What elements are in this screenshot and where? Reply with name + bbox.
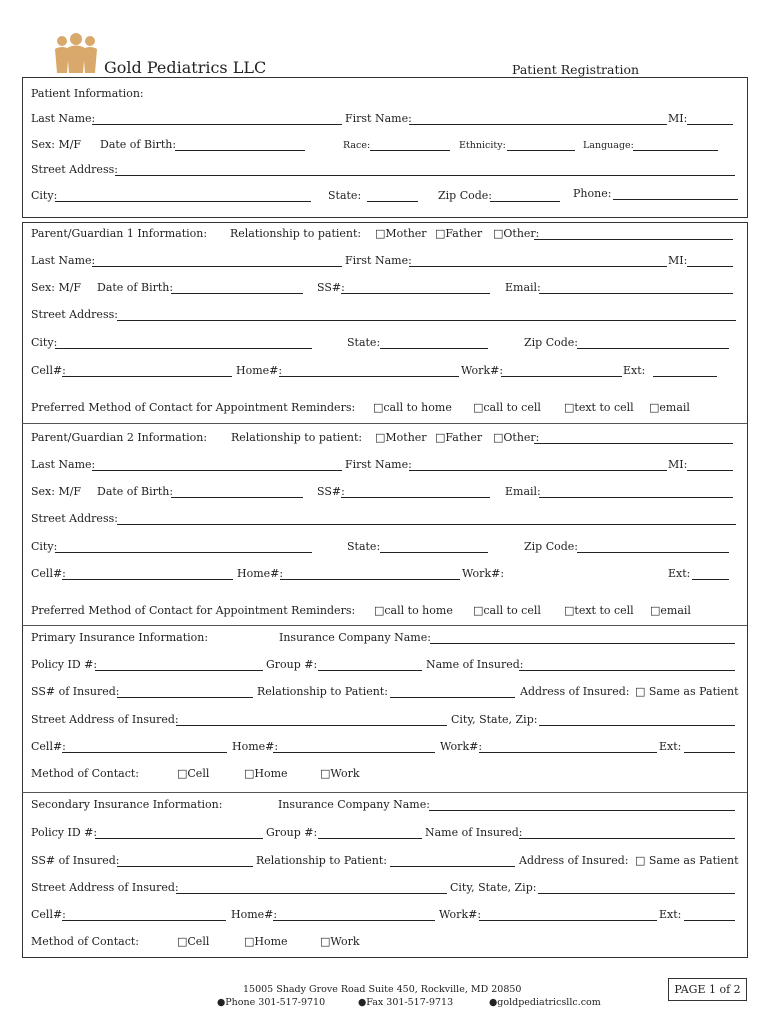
label-mi: MI: — [668, 112, 688, 125]
footer-fax: ●Fax 301-517-9713 — [358, 997, 454, 1008]
patient-city-field[interactable] — [55, 189, 311, 202]
label-method-contact: Method of Contact: — [31, 767, 140, 780]
label-email: Email: — [505, 281, 541, 294]
label-street: Street Address: — [31, 512, 118, 525]
label-work: Work#: — [440, 740, 483, 753]
label-street: Street Address: — [31, 308, 118, 321]
guardian1-work-field[interactable] — [501, 364, 622, 377]
primary-work-field[interactable] — [479, 740, 657, 753]
label-phone: Phone: — [573, 187, 612, 200]
label-last-name: Last Name: — [31, 254, 96, 267]
secondary-cell-field[interactable] — [62, 908, 226, 921]
guardian2-heading: Parent/Guardian 2 Information: — [31, 431, 208, 444]
guardian2-other-checkbox[interactable]: □Other: — [493, 431, 540, 444]
guardian1-zip-field[interactable] — [577, 336, 729, 349]
guardian1-mi-field[interactable] — [687, 254, 733, 267]
label-street-insured: Street Address of Insured: — [31, 713, 179, 726]
secondary-ext-field[interactable] — [684, 908, 735, 921]
label-sex: Sex: M/F — [31, 138, 82, 151]
label-sex: Sex: M/F — [31, 281, 82, 294]
guardian2-zip-field[interactable] — [577, 540, 729, 553]
footer-website: ●goldpediatricsllc.com — [489, 997, 601, 1008]
label-state: State: — [347, 540, 381, 553]
secondary-work-field[interactable] — [479, 908, 657, 921]
guardian2-ss-field[interactable] — [341, 485, 490, 498]
label-ext: Ext: — [659, 740, 682, 753]
label-work: Work#: — [439, 908, 482, 921]
guardian2-email-field[interactable] — [539, 485, 733, 498]
label-ss: SS#: — [317, 485, 345, 498]
label-address-insured: Address of Insured: — [520, 685, 630, 698]
label-work: Work#: — [462, 567, 505, 580]
guardian2-cell-field[interactable] — [62, 567, 233, 580]
label-city: City: — [31, 336, 58, 349]
label-policy: Policy ID #: — [31, 826, 98, 839]
label-ss-insured: SS# of Insured: — [31, 685, 120, 698]
patient-mi-field[interactable] — [687, 112, 733, 125]
label-relationship: Relationship to Patient: — [257, 685, 388, 698]
label-work: Work#: — [461, 364, 504, 377]
label-ss-insured: SS# of Insured: — [31, 854, 120, 867]
secondary-company-field[interactable] — [429, 798, 735, 811]
guardian2-email-checkbox[interactable]: □email — [650, 604, 691, 617]
label-dob: Date of Birth: — [100, 138, 177, 151]
label-zip: Zip Code: — [524, 540, 578, 553]
label-dob: Date of Birth: — [97, 281, 174, 294]
guardian2-city-field[interactable] — [55, 540, 312, 553]
label-ext: Ext: — [668, 567, 691, 580]
patient-ethnicity-field[interactable] — [507, 138, 575, 151]
label-state: State: — [347, 336, 381, 349]
guardian1-heading: Parent/Guardian 1 Information: — [31, 227, 208, 240]
guardian1-other-checkbox[interactable]: □Other: — [493, 227, 540, 240]
label-ss: SS#: — [317, 281, 345, 294]
family-logo-icon — [50, 33, 102, 75]
guardian1-last-name-field[interactable] — [92, 254, 342, 267]
guardian1-mother-checkbox[interactable]: □Mother — [375, 227, 427, 240]
label-sex: Sex: M/F — [31, 485, 82, 498]
label-first-name: First Name: — [345, 254, 412, 267]
guardian1-city-field[interactable] — [55, 336, 312, 349]
guardian2-state-field[interactable] — [380, 540, 488, 553]
guardian1-first-name-field[interactable] — [409, 254, 667, 267]
guardian1-email-field[interactable] — [539, 281, 733, 294]
patient-zip-field[interactable] — [490, 189, 560, 202]
label-method-contact: Method of Contact: — [31, 935, 140, 948]
primary-cell-field[interactable] — [62, 740, 227, 753]
primary-home-field[interactable] — [273, 740, 435, 753]
primary-same-as-patient-checkbox[interactable]: □ Same as Patient — [635, 685, 739, 698]
label-relationship: Relationship to patient: — [231, 431, 363, 444]
secondary-insured-field[interactable] — [519, 826, 735, 839]
guardian2-father-checkbox[interactable]: □Father — [435, 431, 483, 444]
patient-first-name-field[interactable] — [409, 112, 667, 125]
patient-heading: Patient Information: — [31, 87, 144, 100]
label-city: City: — [31, 189, 58, 202]
label-preferred-contact: Preferred Method of Contact for Appointment Reminders: — [31, 401, 356, 414]
secondary-group-field[interactable] — [318, 826, 422, 839]
guardian-insurance-section — [22, 222, 748, 958]
guardian2-last-name-field[interactable] — [92, 458, 342, 471]
patient-street-field[interactable] — [115, 163, 735, 176]
divider — [22, 423, 747, 424]
primary-method-work-checkbox[interactable]: □Work — [320, 767, 360, 780]
guardian1-call-cell-checkbox[interactable]: □call to cell — [473, 401, 541, 414]
primary-csz-field[interactable] — [539, 713, 735, 726]
guardian1-call-home-checkbox[interactable]: □call to home — [373, 401, 452, 414]
primary-group-field[interactable] — [318, 658, 422, 671]
label-mi: MI: — [668, 458, 688, 471]
primary-company-field[interactable] — [430, 631, 735, 644]
primary-street-field[interactable] — [176, 713, 447, 726]
secondary-insurance-heading: Secondary Insurance Information: — [31, 798, 223, 811]
page-number: PAGE 1 of 2 — [668, 978, 747, 1001]
guardian1-father-checkbox[interactable]: □Father — [435, 227, 483, 240]
label-insurance-company: Insurance Company Name: — [279, 631, 431, 644]
label-ext: Ext: — [623, 364, 646, 377]
primary-insurance-heading: Primary Insurance Information: — [31, 631, 209, 644]
secondary-same-as-patient-checkbox[interactable]: □ Same as Patient — [635, 854, 739, 867]
label-city-state-zip: City, State, Zip: — [451, 713, 538, 726]
footer-address: 15005 Shady Grove Road Suite 450, Rockville, MD 20850 — [243, 984, 522, 995]
guardian2-first-name-field[interactable] — [409, 458, 667, 471]
primary-ext-field[interactable] — [684, 740, 735, 753]
primary-ss-field[interactable] — [117, 685, 253, 698]
label-zip: Zip Code: — [524, 336, 578, 349]
primary-method-home-checkbox[interactable]: □Home — [244, 767, 288, 780]
patient-state-field[interactable] — [367, 189, 418, 202]
label-last-name: Last Name: — [31, 458, 96, 471]
patient-phone-field[interactable] — [613, 187, 738, 200]
secondary-method-home-checkbox[interactable]: □Home — [244, 935, 288, 948]
guardian1-email-checkbox[interactable]: □email — [649, 401, 690, 414]
guardian2-call-home-checkbox[interactable]: □call to home — [374, 604, 453, 617]
label-name-insured: Name of Insured: — [425, 826, 523, 839]
label-email: Email: — [505, 485, 541, 498]
secondary-ss-field[interactable] — [117, 854, 253, 867]
secondary-street-field[interactable] — [176, 881, 447, 894]
secondary-policy-field[interactable] — [95, 826, 263, 839]
label-policy: Policy ID #: — [31, 658, 98, 671]
secondary-method-work-checkbox[interactable]: □Work — [320, 935, 360, 948]
secondary-method-cell-checkbox[interactable]: □Cell — [177, 935, 210, 948]
label-relationship: Relationship to Patient: — [256, 854, 387, 867]
label-preferred-contact: Preferred Method of Contact for Appointment Reminders: — [31, 604, 356, 617]
guardian2-mother-checkbox[interactable]: □Mother — [375, 431, 427, 444]
guardian2-text-cell-checkbox[interactable]: □text to cell — [564, 604, 634, 617]
label-city: City: — [31, 540, 58, 553]
divider — [22, 792, 747, 793]
label-cell: Cell#: — [31, 740, 66, 753]
guardian1-text-cell-checkbox[interactable]: □text to cell — [564, 401, 634, 414]
primary-insured-field[interactable] — [519, 658, 735, 671]
guardian2-street-field[interactable] — [117, 512, 736, 525]
form-title: Patient Registration — [512, 62, 640, 77]
label-last-name: Last Name: — [31, 112, 96, 125]
label-cell: Cell#: — [31, 908, 66, 921]
guardian1-state-field[interactable] — [380, 336, 488, 349]
label-insurance-company: Insurance Company Name: — [278, 798, 430, 811]
primary-policy-field[interactable] — [95, 658, 263, 671]
guardian2-dob-field[interactable] — [171, 485, 303, 498]
divider — [22, 625, 747, 626]
label-cell: Cell#: — [31, 364, 66, 377]
label-first-name: First Name: — [345, 458, 412, 471]
guardian1-cell-field[interactable] — [62, 364, 232, 377]
company-name: Gold Pediatrics LLC — [104, 58, 267, 77]
label-first-name: First Name: — [345, 112, 412, 125]
patient-dob-field[interactable] — [175, 138, 305, 151]
primary-relationship-field[interactable] — [390, 685, 515, 698]
footer-phone: ●Phone 301-517-9710 — [217, 997, 326, 1008]
patient-last-name-field[interactable] — [92, 112, 342, 125]
guardian2-mi-field[interactable] — [687, 458, 733, 471]
label-ext: Ext: — [659, 908, 682, 921]
guardian1-street-field[interactable] — [117, 308, 736, 321]
secondary-home-field[interactable] — [273, 908, 435, 921]
secondary-csz-field[interactable] — [538, 881, 735, 894]
label-home: Home#: — [231, 908, 278, 921]
label-mi: MI: — [668, 254, 688, 267]
label-cell: Cell#: — [31, 567, 66, 580]
guardian2-call-cell-checkbox[interactable]: □call to cell — [473, 604, 541, 617]
label-home: Home#: — [236, 364, 283, 377]
guardian2-home-field[interactable] — [280, 567, 460, 580]
patient-language-field[interactable] — [633, 138, 718, 151]
label-home: Home#: — [232, 740, 279, 753]
primary-method-cell-checkbox[interactable]: □Cell — [177, 767, 210, 780]
patient-race-field[interactable] — [370, 138, 450, 151]
guardian1-other-field[interactable] — [534, 227, 733, 240]
guardian1-ss-field[interactable] — [341, 281, 490, 294]
label-name-insured: Name of Insured: — [426, 658, 524, 671]
label-dob: Date of Birth: — [97, 485, 174, 498]
label-address-insured: Address of Insured: — [519, 854, 629, 867]
secondary-relationship-field[interactable] — [390, 854, 515, 867]
label-zip: Zip Code: — [438, 189, 492, 202]
label-group: Group #: — [266, 826, 318, 839]
label-state: State: — [328, 189, 362, 202]
guardian2-other-field[interactable] — [534, 431, 733, 444]
guardian1-ext-field[interactable] — [653, 364, 717, 377]
label-race: Race: — [343, 140, 371, 151]
guardian2-ext-field[interactable] — [692, 567, 729, 580]
guardian1-dob-field[interactable] — [171, 281, 303, 294]
label-city-state-zip: City, State, Zip: — [450, 881, 537, 894]
label-street: Street Address: — [31, 163, 118, 176]
label-relationship: Relationship to patient: — [230, 227, 362, 240]
guardian1-home-field[interactable] — [279, 364, 459, 377]
label-group: Group #: — [266, 658, 318, 671]
label-ethnicity: Ethnicity: — [459, 140, 506, 151]
label-home: Home#: — [237, 567, 284, 580]
label-street-insured: Street Address of Insured: — [31, 881, 179, 894]
label-language: Language: — [583, 140, 634, 151]
